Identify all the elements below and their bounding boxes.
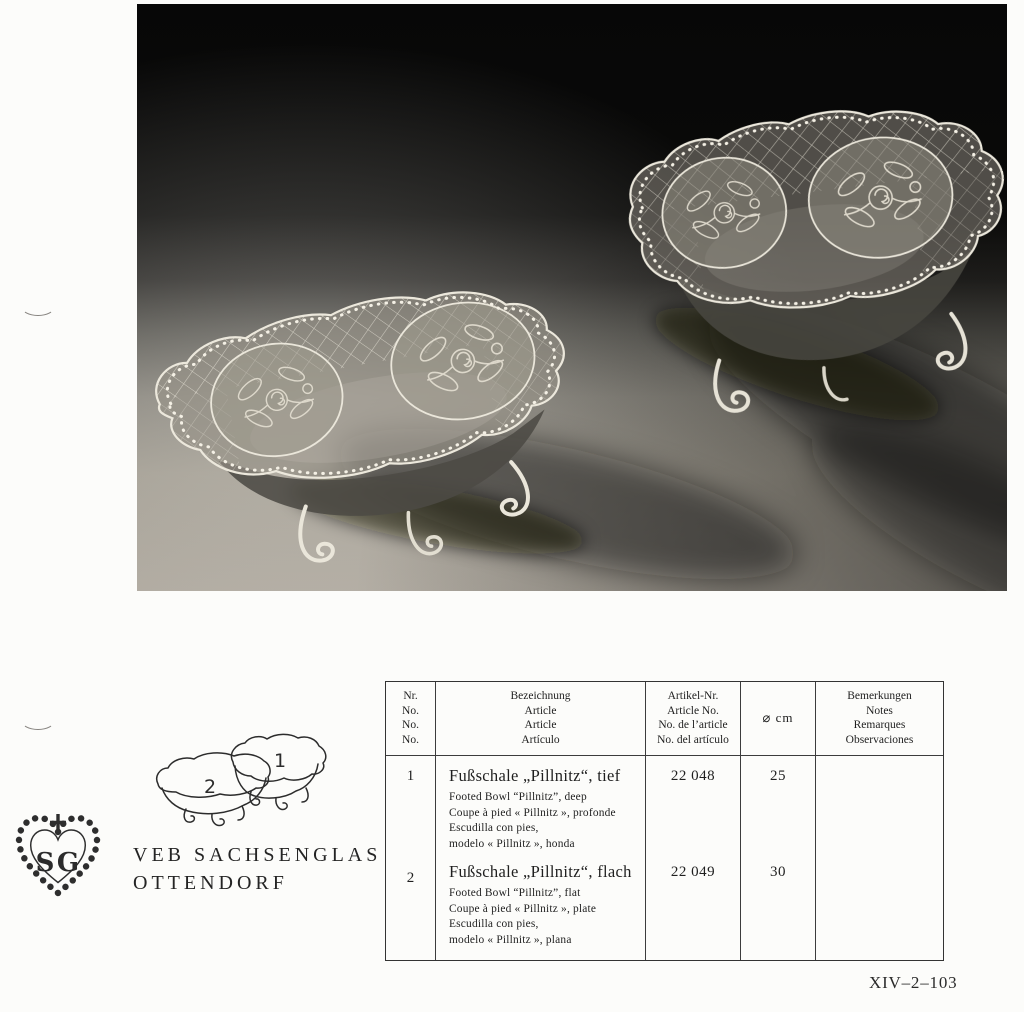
row1-name-es1: Escudilla con pies, [449, 822, 539, 834]
row1-article-no: 22 048 [646, 756, 741, 858]
row2-name-es2: modelo « Pillnitz », plana [449, 933, 572, 946]
logo-letter-g: G [56, 848, 80, 878]
header-bemerkungen: Bemerkungen Notes Remarques Observaciones [816, 682, 943, 756]
row1-name-fr: Coupe à pied « Pillnitz », profonde [449, 806, 616, 819]
product-table [385, 681, 944, 961]
page-number: XIV–2–103 [869, 973, 958, 992]
product-photo [137, 4, 1007, 591]
row1-diameter: 25 [741, 756, 816, 858]
row2-name-en: Footed Bowl “Pillnitz”, flat [449, 887, 581, 899]
row2-name-es1: Escudilla con pies, [449, 918, 539, 930]
row2-article-no: 22 049 [646, 858, 741, 960]
header-artikel-nr: Artikel-Nr. Article No. No. de l’article No. del artículo [646, 682, 741, 756]
logo-letter-s: S [35, 848, 55, 878]
row1-nr: 1 [386, 756, 436, 858]
header-nr: Nr. No. No. No. [386, 682, 436, 756]
binder-mark-bottom [21, 711, 55, 730]
brand-name [133, 841, 381, 897]
product-photo-rendering [137, 4, 1007, 591]
row1-name: Fußschale „Pillnitz“, tief [449, 766, 621, 785]
header-bezeichnung: Bezeichnung Article Article Artículo [436, 682, 646, 756]
brand-line-2: OTTENDORF [133, 872, 288, 894]
row2-nr: 2 [386, 858, 436, 960]
binder-mark-top [21, 297, 55, 316]
row2-name: Fußschale „Pillnitz“, flach [449, 862, 632, 881]
cross-icon [50, 814, 66, 831]
row1-name-en: Footed Bowl “Pillnitz”, deep [449, 791, 587, 803]
row1-remarks [816, 756, 943, 858]
row2-name-fr: Coupe à pied « Pillnitz », plate [449, 902, 597, 915]
row1-name-es2: modelo « Pillnitz », honda [449, 837, 575, 850]
item-outline-drawing [148, 726, 340, 828]
drawing-label-1: 1 [274, 750, 287, 772]
sachsenglas-logo [10, 806, 106, 906]
row1-description [436, 756, 646, 858]
row2-remarks [816, 858, 943, 960]
row2-description [436, 858, 646, 960]
drawing-label-2: 2 [204, 776, 217, 798]
brand-line-1: VEB SACHSENGLAS [133, 844, 382, 866]
header-diameter: ⌀ cm [741, 682, 816, 756]
row2-diameter: 30 [741, 858, 816, 960]
